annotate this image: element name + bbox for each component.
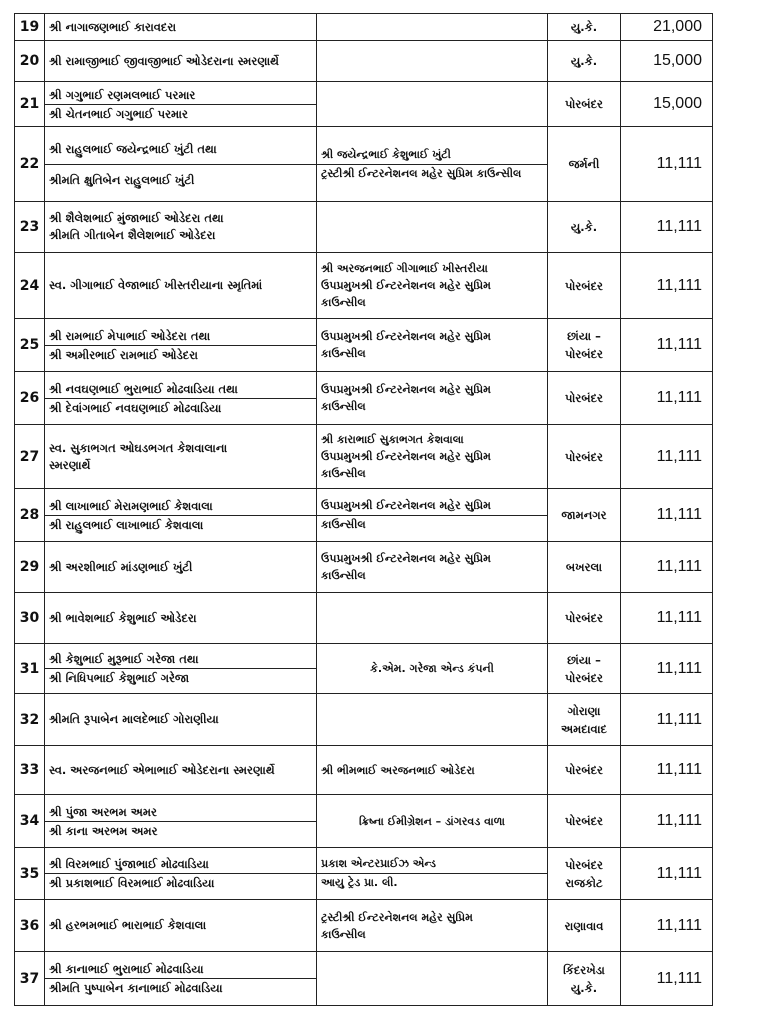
reference-line: ટ્રસ્ટીશ્રી ઈન્ટરનેશનલ મહેર સુપ્રિમ કાઉન્સીલ [317,164,547,183]
row-number: 34 [15,795,45,848]
donor-cell [45,41,317,82]
place-cell [548,41,621,82]
place-name: રાણાવાવ [564,918,604,933]
row-number: 27 [15,425,45,489]
donor-cell [45,795,317,848]
donation-amount: 11,111 [621,319,713,372]
donor-name: શ્રી રામાજીભાઈ જીવાજીભાઈ ઓડેદરાના સ્મરણાર્થે [49,53,280,68]
place-name: પોરબંદર [565,449,603,464]
donation-amount: 11,111 [621,253,713,319]
row-number: 33 [15,746,45,795]
table-row [15,746,713,795]
donor-cell [45,319,317,372]
reference-cell [317,746,548,795]
place-name: છાંયા – [567,652,601,667]
place-name: ગોરાણા [567,703,601,718]
donation-amount: 15,000 [621,82,713,127]
donation-amount: 11,111 [621,127,713,202]
donation-amount: 15,000 [621,41,713,82]
reference-line: ઉપપ્રમુખશ્રી ઈન્ટરનેશનલ મહેર સુપ્રિમ [321,498,491,512]
donor-name: શ્રી વિરમભાઈ પુંજાભાઈ મોઢવાડિયા [49,857,209,871]
place-name: અમદાવાદ [561,721,607,736]
donor-cell [45,14,317,41]
donation-amount: 11,111 [621,694,713,746]
row-number: 22 [15,127,45,202]
donor-name: શ્રી અરશીભાઈ માંડણભાઈ ખુંટી [49,559,193,574]
donor-cell [45,900,317,952]
place-cell [548,795,621,848]
row-number: 37 [15,952,45,1006]
donor-name: શ્રીમતિ ક્ષુતિબેન રાહુલભાઈ ખુંટી [45,164,316,195]
donor-name: શ્રી કાના અરભમ અમર [45,821,316,840]
reference-cell [317,253,548,319]
reference-line: શ્રી કારાભાઈ સુકાભગત કેશવાલા [321,433,464,446]
table-row [15,900,713,952]
donor-cell [45,202,317,253]
place-name: પોરબંદર [565,611,603,625]
donor-name: શ્રી રાહુલભાઈ જયેન્દ્રભાઈ ખુંટી તથા [49,141,217,156]
donor-cell [45,952,317,1006]
donor-cell [45,425,317,489]
donation-amount: 11,111 [621,952,713,1006]
row-number: 31 [15,644,45,694]
donor-name: સ્મરણાર્થે [49,457,91,472]
place-cell [548,202,621,253]
table-row [15,253,713,319]
donor-name: શ્રીમતિ રૂપાબેન માલદેભાઈ ગોરાણીયા [49,712,219,726]
reference-line: આયુ ટ્રેડ પ્રા. લી. [317,873,547,892]
donation-amount: 11,111 [621,644,713,694]
reference-line: ઉપપ્રમુખશ્રી ઈન્ટરનેશનલ મહેર સુપ્રિમ [321,330,491,343]
reference-cell [317,694,548,746]
reference-line: ઉપપ્રમુખશ્રી ઈન્ટરનેશનલ મહેર સુપ્રિમ [321,279,491,292]
place-cell [548,82,621,127]
place-name: પોરબંદર [565,97,603,111]
donor-name: શ્રી પ્રકાશભાઈ વિરમભાઈ મોઢવાડિયા [45,873,316,892]
place-name: પોરબંદર [565,857,603,872]
donation-amount: 11,111 [621,542,713,593]
row-number: 28 [15,489,45,542]
row-number: 29 [15,542,45,593]
reference-line: કાઉન્સીલ [321,569,366,582]
row-number: 25 [15,319,45,372]
row-number: 30 [15,593,45,644]
place-name: યુ.કે. [570,220,598,234]
reference-line: ક્રિષ્ના ઈમીગ્રેશન – ડાંગરવડ વાળા [359,814,505,828]
donor-cell [45,372,317,425]
reference-line: પ્રકાશ એન્ટરપ્રાઈઝ એન્ડ [321,857,436,870]
donation-amount: 11,111 [621,202,713,253]
donor-name: શ્રી ચેતનભાઈ ગગુભાઈ પરમાર [45,104,316,123]
row-number: 21 [15,82,45,127]
table-row [15,644,713,694]
table-row [15,41,713,82]
reference-line: કાઉન્સીલ [321,927,366,941]
reference-cell [317,372,548,425]
donor-cell [45,694,317,746]
row-number: 26 [15,372,45,425]
donor-name: શ્રી શૈલેશભાઈ મુંજાભાઈ ઓડેદરા તથા [49,211,224,225]
donor-name: શ્રી નિધિપભાઈ કેશુભાઈ ગરેજા [45,668,316,687]
donation-amount: 11,111 [621,746,713,795]
table-row [15,795,713,848]
donor-name: શ્રી કાનાભાઈ ભુરાભાઈ મોઢવાડિયા [49,962,204,976]
reference-line: ઉપપ્રમુખશ્રી ઈન્ટરનેશનલ મહેર સુપ્રિમ [321,383,491,396]
place-name: પોરબંદર [565,763,603,777]
table-row [15,127,713,202]
donor-name: શ્રી હરભમભાઈ ભારાભાઈ કેશવાલા [49,918,207,932]
donor-cell [45,848,317,900]
place-name: યુ.કે. [570,54,598,68]
reference-cell [317,14,548,41]
reference-line: શ્રી ભીમભાઈ અરજનભાઈ ઓડેદરા [321,763,475,777]
row-number: 24 [15,253,45,319]
place-cell [548,127,621,202]
donation-amount: 21,000 [621,14,713,41]
reference-cell [317,848,548,900]
table-row [15,425,713,489]
donor-name: શ્રી ભાવેશભાઈ કેશુભાઈ ઓડેદરા [49,610,197,625]
place-name: યુ.કે. [570,980,598,995]
reference-cell [317,644,548,694]
place-name: યુ.કે. [570,20,598,34]
reference-cell [317,41,548,82]
reference-line: શ્રી અરજનભાઈ ગીગાભાઈ ખીસ્તરીયા [321,262,488,275]
place-cell [548,319,621,372]
donation-amount: 11,111 [621,593,713,644]
reference-line: કાઉન્સીલ [321,400,366,413]
donor-cell [45,593,317,644]
place-cell [548,694,621,746]
place-name: જામનગર [561,508,607,522]
reference-cell [317,795,548,848]
reference-line: ટ્રસ્ટીશ્રી ઈન્ટરનેશનલ મહેર સુપ્રિમ [321,910,473,924]
place-name: જર્મની [568,157,600,171]
reference-line: કાઉન્સીલ [321,467,366,480]
reference-cell [317,593,548,644]
donation-amount: 11,111 [621,900,713,952]
table-row [15,202,713,253]
place-cell [548,952,621,1006]
reference-cell [317,425,548,489]
place-cell [548,746,621,795]
row-number: 20 [15,41,45,82]
table-row [15,542,713,593]
reference-line: કાઉન્સીલ [317,515,547,534]
reference-cell [317,319,548,372]
table-row [15,319,713,372]
donor-cell [45,542,317,593]
donation-amount: 11,111 [621,489,713,542]
donor-name: સ્વ. ગીગાભાઈ વેજાભાઈ ખીસ્તરીયાના સ્મૃતિમાં [49,278,263,292]
row-number: 23 [15,202,45,253]
reference-cell [317,542,548,593]
donor-cell [45,644,317,694]
reference-cell [317,82,548,127]
donation-amount: 11,111 [621,425,713,489]
row-number: 35 [15,848,45,900]
place-cell [548,593,621,644]
reference-cell [317,202,548,253]
donor-cell [45,82,317,127]
donor-cell [45,746,317,795]
reference-cell [317,952,548,1006]
donation-amount: 11,111 [621,372,713,425]
donor-table-body [15,14,713,1006]
place-name: પોરબંદર [565,814,603,828]
donor-cell [45,253,317,319]
donation-amount: 11,111 [621,795,713,848]
donor-cell [45,127,317,202]
place-name: પોરબંદર [565,670,603,685]
place-cell [548,489,621,542]
donor-name: શ્રીમતિ પુષ્પાબેન કાનાભાઈ મોઢવાડિયા [45,978,316,997]
row-number: 36 [15,900,45,952]
table-row [15,489,713,542]
donor-name: શ્રી પુંજા અરભમ અમર [49,804,157,819]
place-name: કિંદરખેડા [563,962,605,977]
reference-cell [317,127,548,202]
place-cell [548,372,621,425]
reference-line: કે.એમ. ગરેજા એન્ડ કંપની [370,662,494,675]
donor-name: શ્રી ગગુભાઈ રણમલભાઈ પરમાર [49,87,196,102]
donor-name: શ્રી દેવાંગભાઈ નવઘણભાઈ મોઢવાડિયા [45,398,316,417]
donor-name: શ્રીમતિ ગીતાબેન શૈલેશભાઈ ઓડેદરા [49,228,216,242]
donor-name: શ્રી રાહુલભાઈ લાખાભાઈ કેશવાલા [45,515,316,534]
place-name: પોરબંદર [565,278,603,293]
table-row [15,952,713,1006]
donor-name: શ્રી લાખાભાઈ મેરામણભાઈ કેશવાલા [49,498,213,513]
place-name: છાંયા – [567,329,601,343]
row-number: 19 [15,14,45,41]
place-name: પોરબંદર [565,391,603,405]
donor-name: સ્વ. સુકાભગત ઓઘડભગત કેશવાલાના [49,440,228,455]
place-cell [548,900,621,952]
table-row [15,14,713,41]
donor-name: સ્વ. અરજનભાઈ એભાભાઈ ઓડેદરાના સ્મરણાર્થે [49,762,275,777]
table-row [15,848,713,900]
reference-line: ઉપપ્રમુખશ્રી ઈન્ટરનેશનલ મહેર સુપ્રિમ [321,450,491,463]
reference-cell [317,489,548,542]
place-cell [548,425,621,489]
reference-line: ઉપપ્રમુખશ્રી ઈન્ટરનેશનલ મહેર સુપ્રિમ [321,552,491,565]
place-cell [548,644,621,694]
reference-cell [317,900,548,952]
reference-line: કાઉન્સીલ [321,347,366,360]
place-cell [548,848,621,900]
place-name: પોરબંદર [565,347,603,361]
place-name: બખરલા [565,560,603,574]
row-number: 32 [15,694,45,746]
donation-amount: 11,111 [621,848,713,900]
donor-name: શ્રી રામભાઈ મેપાભાઈ ઓડેદરા તથા [49,328,211,343]
donor-name: શ્રી નવઘણભાઈ ભુરાભાઈ મોઢવાડિયા તથા [49,381,238,396]
table-row [15,82,713,127]
donor-table [14,13,713,1006]
table-row [15,372,713,425]
donor-name: શ્રી અમીરભાઈ રામભાઈ ઓડેદરા [45,345,316,364]
place-cell [548,253,621,319]
table-row [15,694,713,746]
donor-name: શ્રી નાગાજણભાઈ કારાવદરા [49,19,177,34]
place-cell [548,542,621,593]
place-name: રાજકોટ [565,875,603,890]
donor-name: શ્રી કેશુભાઈ મુરૂભાઈ ગરેજા તથા [49,652,199,666]
table-row [15,593,713,644]
reference-line: શ્રી જયેન્દ્રભાઈ કેશુભાઈ ખુંટી [321,147,451,161]
reference-line: કાઉન્સીલ [321,296,366,309]
place-cell [548,14,621,41]
donor-cell [45,489,317,542]
